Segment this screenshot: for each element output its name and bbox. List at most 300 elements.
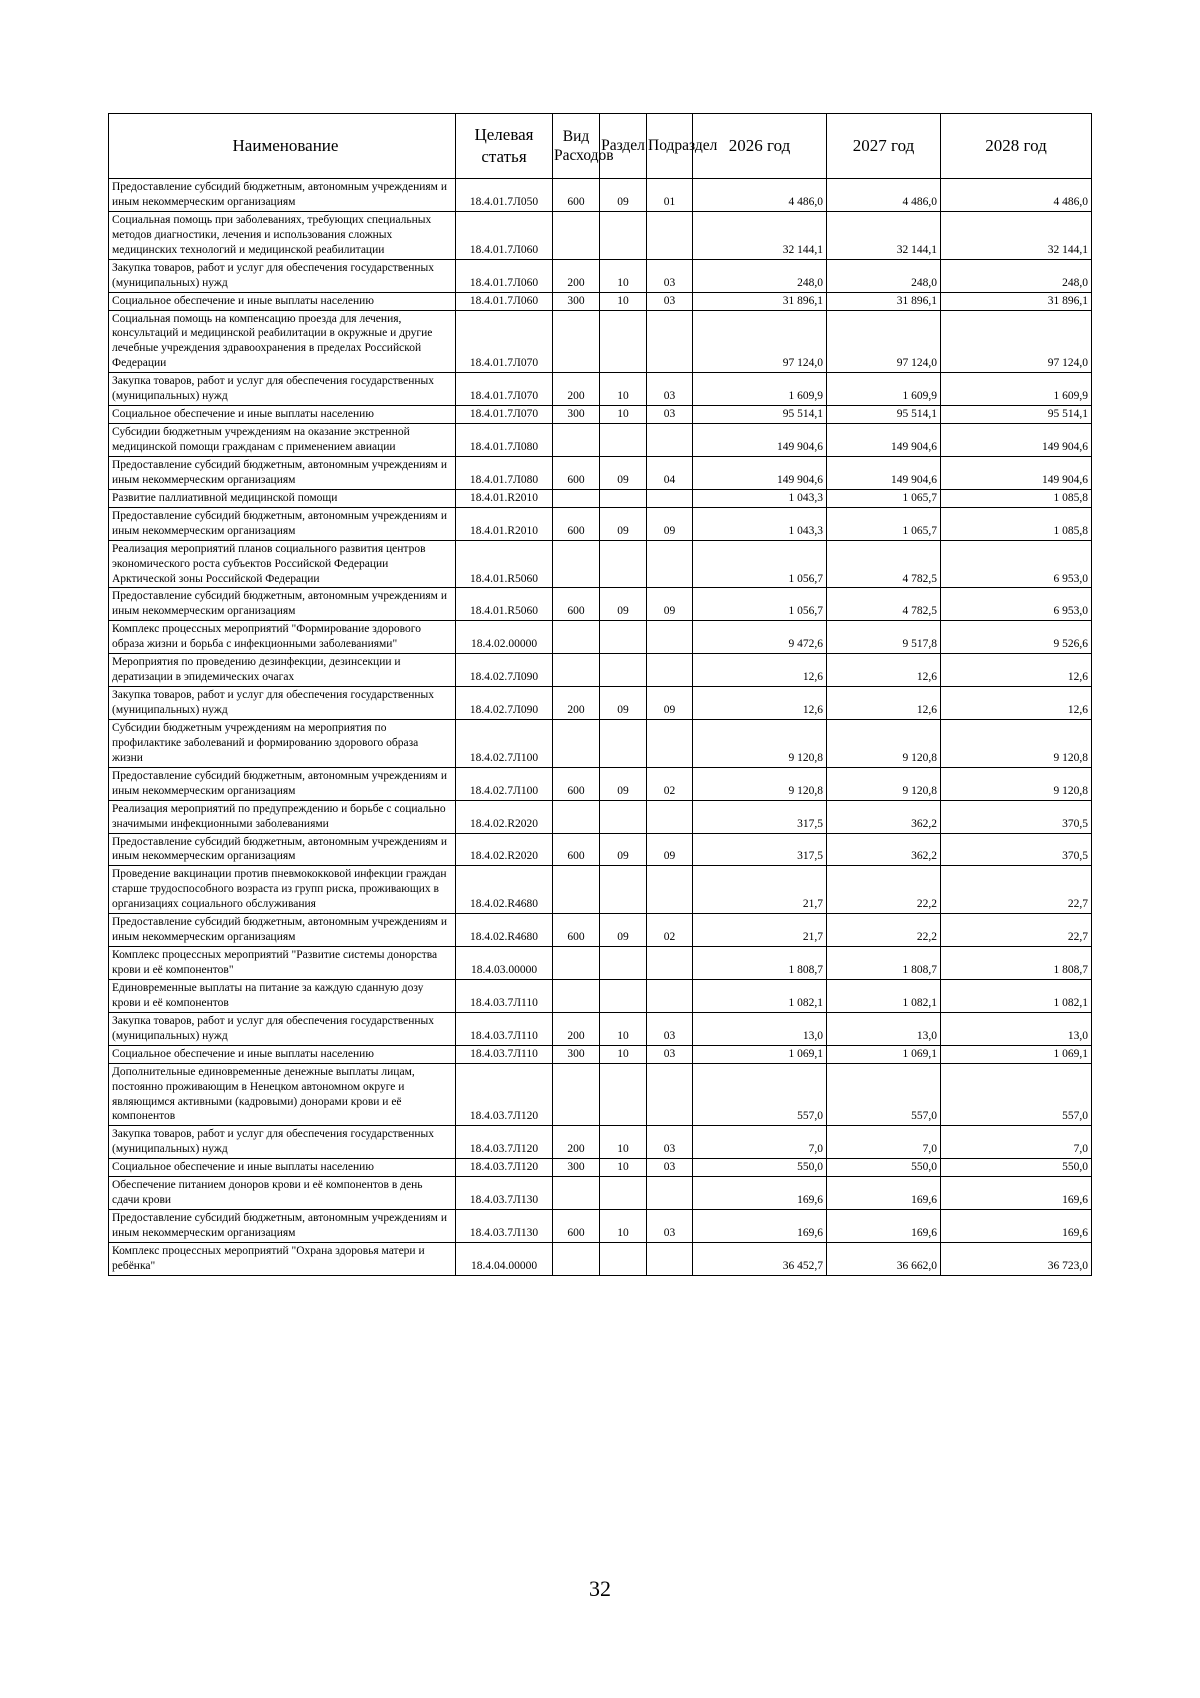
row-subsection: 09 [647, 687, 693, 720]
row-amount-2027: 22,2 [827, 914, 941, 947]
row-amount-2026: 31 896,1 [693, 292, 827, 310]
row-amount-2026: 317,5 [693, 833, 827, 866]
table-row [109, 687, 1092, 720]
row-section: 09 [600, 767, 647, 800]
row-amount-2027: 4 782,5 [827, 588, 941, 621]
row-name: Дополнительные единовременные денежные выплаты лицам, постоянно проживающим в Ненецком автономном округе и являющимся активными (кадровыми) донорами крови и её компонентов [109, 1063, 456, 1126]
row-target-code: 18.4.01.7Л080 [456, 424, 553, 457]
header-row [109, 114, 1092, 179]
row-amount-2026: 169,6 [693, 1210, 827, 1243]
row-subsection [647, 1177, 693, 1210]
table-row [109, 1045, 1092, 1063]
header-target: Целевая статья [456, 114, 553, 179]
row-name: Комплекс процессных мероприятий "Развитие системы донорства крови и её компонентов" [109, 947, 456, 980]
row-amount-2028: 22,7 [941, 866, 1092, 914]
row-subsection: 03 [647, 406, 693, 424]
row-subsection [647, 310, 693, 373]
row-subsection: 03 [647, 373, 693, 406]
row-amount-2028: 169,6 [941, 1210, 1092, 1243]
row-name: Предоставление субсидий бюджетным, автономным учреждениям и иным некоммерческим организациям [109, 588, 456, 621]
row-amount-2027: 149 904,6 [827, 424, 941, 457]
row-amount-2027: 1 069,1 [827, 1045, 941, 1063]
row-amount-2027: 362,2 [827, 800, 941, 833]
row-amount-2028: 12,6 [941, 654, 1092, 687]
row-name: Социальное обеспечение и иные выплаты населению [109, 1045, 456, 1063]
row-name: Обеспечение питанием доноров крови и её компонентов в день сдачи крови [109, 1177, 456, 1210]
row-name: Предоставление субсидий бюджетным, автономным учреждениям и иным некоммерческим организациям [109, 507, 456, 540]
row-subsection: 04 [647, 456, 693, 489]
row-section [600, 1063, 647, 1126]
table-row [109, 489, 1092, 507]
row-section: 10 [600, 1045, 647, 1063]
header-year-2028: 2028 год [941, 114, 1092, 179]
row-name: Социальное обеспечение и иные выплаты населению [109, 292, 456, 310]
row-subsection: 03 [647, 259, 693, 292]
table-row [109, 588, 1092, 621]
row-target-code: 18.4.03.7Л120 [456, 1063, 553, 1126]
row-name: Закупка товаров, работ и услуг для обеспечения государственных (муниципальных) нужд [109, 259, 456, 292]
row-amount-2027: 557,0 [827, 1063, 941, 1126]
row-amount-2026: 169,6 [693, 1177, 827, 1210]
row-subsection: 02 [647, 914, 693, 947]
row-expense-type: 600 [553, 767, 600, 800]
row-target-code: 18.4.03.7Л110 [456, 979, 553, 1012]
row-name: Предоставление субсидий бюджетным, автономным учреждениям и иным некоммерческим организациям [109, 456, 456, 489]
table-row [109, 1159, 1092, 1177]
row-section: 10 [600, 1210, 647, 1243]
row-section [600, 800, 647, 833]
row-amount-2026: 1 043,3 [693, 489, 827, 507]
row-amount-2026: 9 120,8 [693, 719, 827, 767]
row-target-code: 18.4.01.7Л060 [456, 292, 553, 310]
row-name: Социальное обеспечение и иные выплаты населению [109, 1159, 456, 1177]
row-subsection [647, 540, 693, 588]
row-subsection [647, 947, 693, 980]
table-row [109, 866, 1092, 914]
row-amount-2028: 1 085,8 [941, 489, 1092, 507]
row-amount-2028: 149 904,6 [941, 424, 1092, 457]
row-name: Социальная помощь при заболеваниях, требующих специальных методов диагностики, лечения и использования сложных медицинских технологий и медицинской реабилитации [109, 211, 456, 259]
row-section: 09 [600, 456, 647, 489]
table-row [109, 1012, 1092, 1045]
table-row [109, 1210, 1092, 1243]
row-expense-type: 300 [553, 1045, 600, 1063]
row-section: 09 [600, 914, 647, 947]
row-amount-2026: 9 120,8 [693, 767, 827, 800]
row-amount-2027: 9 120,8 [827, 719, 941, 767]
row-amount-2027: 4 486,0 [827, 179, 941, 212]
row-name: Предоставление субсидий бюджетным, автономным учреждениям и иным некоммерческим организациям [109, 914, 456, 947]
row-amount-2027: 550,0 [827, 1159, 941, 1177]
row-name: Субсидии бюджетным учреждениям на оказание экстренной медицинской помощи гражданам с применением авиации [109, 424, 456, 457]
row-amount-2027: 9 517,8 [827, 621, 941, 654]
row-expense-type: 600 [553, 507, 600, 540]
table-row [109, 947, 1092, 980]
row-section [600, 1177, 647, 1210]
row-amount-2027: 149 904,6 [827, 456, 941, 489]
row-amount-2027: 13,0 [827, 1012, 941, 1045]
row-expense-type [553, 866, 600, 914]
row-expense-type [553, 979, 600, 1012]
row-expense-type [553, 424, 600, 457]
row-expense-type [553, 654, 600, 687]
row-amount-2028: 9 120,8 [941, 719, 1092, 767]
row-amount-2028: 149 904,6 [941, 456, 1092, 489]
row-subsection [647, 800, 693, 833]
row-name: Закупка товаров, работ и услуг для обеспечения государственных (муниципальных) нужд [109, 687, 456, 720]
row-section: 09 [600, 687, 647, 720]
row-amount-2026: 557,0 [693, 1063, 827, 1126]
row-section: 09 [600, 507, 647, 540]
row-name: Комплекс процессных мероприятий "Охрана здоровья матери и ребёнка" [109, 1242, 456, 1275]
table-row [109, 767, 1092, 800]
budget-table [108, 113, 1092, 1276]
row-expense-type [553, 621, 600, 654]
row-subsection: 03 [647, 1045, 693, 1063]
row-expense-type [553, 540, 600, 588]
row-target-code: 18.4.03.7Л120 [456, 1126, 553, 1159]
row-name: Предоставление субсидий бюджетным, автономным учреждениям и иным некоммерческим организациям [109, 767, 456, 800]
row-amount-2026: 12,6 [693, 654, 827, 687]
row-expense-type [553, 211, 600, 259]
row-expense-type: 300 [553, 1159, 600, 1177]
row-section: 10 [600, 1126, 647, 1159]
row-expense-type [553, 800, 600, 833]
row-expense-type: 200 [553, 1126, 600, 1159]
row-subsection [647, 1242, 693, 1275]
row-amount-2027: 9 120,8 [827, 767, 941, 800]
row-expense-type: 600 [553, 179, 600, 212]
row-subsection [647, 621, 693, 654]
row-section: 10 [600, 292, 647, 310]
row-subsection: 03 [647, 1159, 693, 1177]
row-amount-2028: 1 609,9 [941, 373, 1092, 406]
row-section [600, 621, 647, 654]
row-amount-2028: 9 120,8 [941, 767, 1092, 800]
table-row [109, 259, 1092, 292]
table-row [109, 1177, 1092, 1210]
row-section [600, 866, 647, 914]
row-target-code: 18.4.01.7Л070 [456, 373, 553, 406]
row-expense-type [553, 1242, 600, 1275]
row-subsection [647, 654, 693, 687]
row-amount-2028: 550,0 [941, 1159, 1092, 1177]
table-body [109, 179, 1092, 1276]
table-row [109, 310, 1092, 373]
row-amount-2028: 370,5 [941, 833, 1092, 866]
row-expense-type: 200 [553, 373, 600, 406]
row-section [600, 489, 647, 507]
row-amount-2027: 1 082,1 [827, 979, 941, 1012]
row-amount-2027: 12,6 [827, 654, 941, 687]
row-name: Закупка товаров, работ и услуг для обеспечения государственных (муниципальных) нужд [109, 373, 456, 406]
row-amount-2026: 13,0 [693, 1012, 827, 1045]
row-subsection [647, 424, 693, 457]
row-amount-2027: 1 808,7 [827, 947, 941, 980]
row-name: Единовременные выплаты на питание за каждую сданную дозу крови и её компонентов [109, 979, 456, 1012]
table-row [109, 456, 1092, 489]
row-amount-2026: 1 056,7 [693, 540, 827, 588]
row-target-code: 18.4.02.7Л100 [456, 719, 553, 767]
table-row [109, 914, 1092, 947]
row-section [600, 211, 647, 259]
row-expense-type: 600 [553, 1210, 600, 1243]
row-target-code: 18.4.04.00000 [456, 1242, 553, 1275]
table-row [109, 179, 1092, 212]
row-target-code: 18.4.03.7Л120 [456, 1159, 553, 1177]
row-amount-2028: 22,7 [941, 914, 1092, 947]
row-amount-2028: 6 953,0 [941, 588, 1092, 621]
row-amount-2026: 1 056,7 [693, 588, 827, 621]
row-amount-2028: 95 514,1 [941, 406, 1092, 424]
row-section: 10 [600, 406, 647, 424]
row-amount-2028: 1 069,1 [941, 1045, 1092, 1063]
row-section: 09 [600, 179, 647, 212]
row-target-code: 18.4.03.00000 [456, 947, 553, 980]
row-target-code: 18.4.02.R4680 [456, 866, 553, 914]
row-amount-2027: 1 609,9 [827, 373, 941, 406]
row-amount-2028: 248,0 [941, 259, 1092, 292]
row-subsection [647, 979, 693, 1012]
row-subsection: 03 [647, 1126, 693, 1159]
page-number: 32 [589, 1576, 611, 1601]
row-subsection: 09 [647, 833, 693, 866]
table-row [109, 211, 1092, 259]
table-row [109, 406, 1092, 424]
table-row [109, 540, 1092, 588]
row-amount-2027: 36 662,0 [827, 1242, 941, 1275]
header-year-2027: 2027 год [827, 114, 941, 179]
row-name: Комплекс процессных мероприятий "Формирование здорового образа жизни и борьба с инфекционными заболеваниями" [109, 621, 456, 654]
header-subsection: Подраздел [647, 114, 693, 179]
row-expense-type [553, 947, 600, 980]
row-amount-2027: 12,6 [827, 687, 941, 720]
row-name: Мероприятия по проведению дезинфекции, дезинсекции и дератизации в эпидемических очагах [109, 654, 456, 687]
row-amount-2027: 362,2 [827, 833, 941, 866]
table-row [109, 1126, 1092, 1159]
row-amount-2028: 97 124,0 [941, 310, 1092, 373]
row-target-code: 18.4.02.7Л090 [456, 654, 553, 687]
row-name: Реализация мероприятий планов социального развития центров экономического роста субъектов Российской Федерации Арктической зоны Российской Федерации [109, 540, 456, 588]
row-amount-2028: 1 082,1 [941, 979, 1092, 1012]
row-amount-2028: 6 953,0 [941, 540, 1092, 588]
row-target-code: 18.4.01.7Л050 [456, 179, 553, 212]
row-name: Закупка товаров, работ и услуг для обеспечения государственных (муниципальных) нужд [109, 1012, 456, 1045]
row-amount-2027: 32 144,1 [827, 211, 941, 259]
row-target-code: 18.4.03.7Л130 [456, 1210, 553, 1243]
row-subsection [647, 719, 693, 767]
row-section [600, 719, 647, 767]
row-amount-2026: 21,7 [693, 914, 827, 947]
row-expense-type [553, 1177, 600, 1210]
row-target-code: 18.4.02.R2020 [456, 833, 553, 866]
row-target-code: 18.4.01.R5060 [456, 540, 553, 588]
row-amount-2027: 248,0 [827, 259, 941, 292]
table-row [109, 719, 1092, 767]
row-subsection: 02 [647, 767, 693, 800]
row-name: Социальное обеспечение и иные выплаты населению [109, 406, 456, 424]
table-row [109, 979, 1092, 1012]
row-amount-2027: 22,2 [827, 866, 941, 914]
row-amount-2026: 149 904,6 [693, 456, 827, 489]
row-amount-2028: 370,5 [941, 800, 1092, 833]
table-row [109, 800, 1092, 833]
row-expense-type: 600 [553, 588, 600, 621]
row-amount-2028: 4 486,0 [941, 179, 1092, 212]
row-amount-2026: 1 043,3 [693, 507, 827, 540]
row-amount-2028: 9 526,6 [941, 621, 1092, 654]
row-amount-2028: 7,0 [941, 1126, 1092, 1159]
row-amount-2028: 13,0 [941, 1012, 1092, 1045]
row-amount-2027: 169,6 [827, 1210, 941, 1243]
row-expense-type [553, 310, 600, 373]
row-amount-2028: 31 896,1 [941, 292, 1092, 310]
row-amount-2026: 4 486,0 [693, 179, 827, 212]
row-expense-type: 300 [553, 292, 600, 310]
row-expense-type: 600 [553, 914, 600, 947]
row-section [600, 947, 647, 980]
row-section [600, 310, 647, 373]
row-amount-2028: 12,6 [941, 687, 1092, 720]
row-target-code: 18.4.02.R4680 [456, 914, 553, 947]
row-name: Социальная помощь на компенсацию проезда для лечения, консультаций и медицинской реабилитации в окружные и другие лечебные учреждения здравоохранения в пределах Российской Федерации [109, 310, 456, 373]
row-name: Развитие паллиативной медицинской помощи [109, 489, 456, 507]
row-amount-2027: 1 065,7 [827, 507, 941, 540]
row-target-code: 18.4.01.R2010 [456, 507, 553, 540]
row-amount-2026: 9 472,6 [693, 621, 827, 654]
table-row [109, 833, 1092, 866]
row-target-code: 18.4.03.7Л130 [456, 1177, 553, 1210]
row-subsection: 01 [647, 179, 693, 212]
row-subsection [647, 866, 693, 914]
row-expense-type [553, 489, 600, 507]
row-section [600, 654, 647, 687]
row-expense-type: 600 [553, 833, 600, 866]
table-row [109, 507, 1092, 540]
table-row [109, 424, 1092, 457]
row-amount-2026: 1 808,7 [693, 947, 827, 980]
row-amount-2027: 31 896,1 [827, 292, 941, 310]
row-amount-2028: 36 723,0 [941, 1242, 1092, 1275]
header-section: Раздел [600, 114, 647, 179]
header-year-2026: 2026 год [693, 114, 827, 179]
row-target-code: 18.4.01.7Л060 [456, 259, 553, 292]
row-amount-2026: 317,5 [693, 800, 827, 833]
row-section [600, 424, 647, 457]
row-amount-2026: 7,0 [693, 1126, 827, 1159]
row-section: 10 [600, 1012, 647, 1045]
table-row [109, 654, 1092, 687]
row-name: Закупка товаров, работ и услуг для обеспечения государственных (муниципальных) нужд [109, 1126, 456, 1159]
row-section [600, 979, 647, 1012]
row-section: 09 [600, 588, 647, 621]
row-amount-2028: 557,0 [941, 1063, 1092, 1126]
row-name: Проведение вакцинации против пневмококковой инфекции граждан старше трудоспособного возраста из групп риска, проживающих в организациях социального обслуживания [109, 866, 456, 914]
row-amount-2026: 1 609,9 [693, 373, 827, 406]
row-amount-2027: 7,0 [827, 1126, 941, 1159]
header-expense-type: Вид Расходов [553, 114, 600, 179]
header-name: Наименование [109, 114, 456, 179]
row-target-code: 18.4.02.00000 [456, 621, 553, 654]
row-section: 10 [600, 373, 647, 406]
row-subsection: 03 [647, 1012, 693, 1045]
row-section: 10 [600, 1159, 647, 1177]
row-expense-type: 600 [553, 456, 600, 489]
row-target-code: 18.4.01.7Л070 [456, 406, 553, 424]
row-amount-2026: 97 124,0 [693, 310, 827, 373]
table-row [109, 1242, 1092, 1275]
row-amount-2027: 97 124,0 [827, 310, 941, 373]
row-section [600, 1242, 647, 1275]
row-amount-2026: 36 452,7 [693, 1242, 827, 1275]
row-amount-2026: 95 514,1 [693, 406, 827, 424]
row-name: Субсидии бюджетным учреждениям на мероприятия по профилактике заболеваний и формированию здорового образа жизни [109, 719, 456, 767]
row-amount-2026: 12,6 [693, 687, 827, 720]
row-subsection [647, 489, 693, 507]
row-expense-type [553, 1063, 600, 1126]
row-amount-2028: 169,6 [941, 1177, 1092, 1210]
row-subsection [647, 211, 693, 259]
row-target-code: 18.4.03.7Л110 [456, 1045, 553, 1063]
row-amount-2026: 1 082,1 [693, 979, 827, 1012]
row-amount-2028: 32 144,1 [941, 211, 1092, 259]
row-amount-2026: 32 144,1 [693, 211, 827, 259]
row-amount-2027: 1 065,7 [827, 489, 941, 507]
row-target-code: 18.4.01.R5060 [456, 588, 553, 621]
row-target-code: 18.4.01.7Л060 [456, 211, 553, 259]
row-expense-type: 200 [553, 1012, 600, 1045]
row-subsection: 03 [647, 1210, 693, 1243]
row-amount-2028: 1 085,8 [941, 507, 1092, 540]
row-target-code: 18.4.02.7Л100 [456, 767, 553, 800]
row-section: 10 [600, 259, 647, 292]
row-expense-type: 300 [553, 406, 600, 424]
row-subsection [647, 1063, 693, 1126]
row-name: Предоставление субсидий бюджетным, автономным учреждениям и иным некоммерческим организациям [109, 1210, 456, 1243]
row-target-code: 18.4.02.R2020 [456, 800, 553, 833]
row-amount-2027: 4 782,5 [827, 540, 941, 588]
row-amount-2026: 149 904,6 [693, 424, 827, 457]
row-name: Реализация мероприятий по предупреждению и борьбе с социально значимыми инфекционными заболеваниями [109, 800, 456, 833]
row-amount-2027: 95 514,1 [827, 406, 941, 424]
row-subsection: 09 [647, 507, 693, 540]
row-section: 09 [600, 833, 647, 866]
row-subsection: 09 [647, 588, 693, 621]
row-expense-type: 200 [553, 687, 600, 720]
row-amount-2026: 21,7 [693, 866, 827, 914]
table-row [109, 1063, 1092, 1126]
row-name: Предоставление субсидий бюджетным, автономным учреждениям и иным некоммерческим организациям [109, 179, 456, 212]
row-expense-type [553, 719, 600, 767]
row-amount-2026: 550,0 [693, 1159, 827, 1177]
row-amount-2027: 169,6 [827, 1177, 941, 1210]
row-target-code: 18.4.02.7Л090 [456, 687, 553, 720]
row-amount-2028: 1 808,7 [941, 947, 1092, 980]
table-row [109, 373, 1092, 406]
row-amount-2026: 248,0 [693, 259, 827, 292]
table-row [109, 621, 1092, 654]
row-target-code: 18.4.03.7Л110 [456, 1012, 553, 1045]
row-amount-2026: 1 069,1 [693, 1045, 827, 1063]
table-row [109, 292, 1092, 310]
row-name: Предоставление субсидий бюджетным, автономным учреждениям и иным некоммерческим организациям [109, 833, 456, 866]
row-expense-type: 200 [553, 259, 600, 292]
row-target-code: 18.4.01.7Л080 [456, 456, 553, 489]
row-target-code: 18.4.01.R2010 [456, 489, 553, 507]
row-section [600, 540, 647, 588]
row-subsection: 03 [647, 292, 693, 310]
row-target-code: 18.4.01.7Л070 [456, 310, 553, 373]
